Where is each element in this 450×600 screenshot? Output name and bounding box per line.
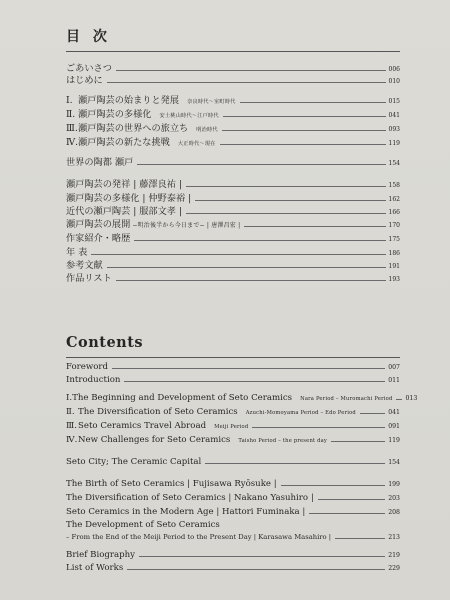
entry-title: The Diversification of Seto Ceramics <box>78 407 238 417</box>
leader-line <box>252 426 385 428</box>
entry-title: 瀬戸陶芸の世界への旅立ち <box>78 123 189 134</box>
jp-toc-entry <box>66 216 400 228</box>
page-number: 007 <box>388 364 400 371</box>
en-toc-entry <box>66 362 400 374</box>
en-toc-entry <box>66 533 400 545</box>
page-number: 010 <box>388 78 400 85</box>
page-number: 013 <box>405 395 418 402</box>
leader-line <box>124 380 385 382</box>
jp-toc-entry <box>66 203 400 215</box>
page-number: 208 <box>388 509 400 516</box>
leader-line <box>331 440 385 442</box>
entry-title: 瀬戸陶芸の展開 <box>66 219 131 230</box>
entry-title: The Diversification of Seto Ceramics | Nakano Yasuhiro | <box>66 493 314 503</box>
jp-toc-entry <box>66 106 400 118</box>
jp-toc-entry <box>66 230 400 242</box>
entry-period: 明治時代 <box>196 127 218 133</box>
entry-title: Seto Ceramics Travel Abroad <box>78 421 207 431</box>
page-number: 119 <box>388 437 400 444</box>
jp-heading-rule <box>66 51 400 52</box>
en-toc-entry <box>66 435 400 447</box>
leader-line <box>107 81 386 83</box>
leader-line <box>91 253 385 255</box>
leader-line <box>139 555 385 557</box>
page-number: 213 <box>388 534 400 541</box>
en-toc-entry <box>66 507 400 519</box>
entry-title: 年 表 <box>66 247 88 258</box>
entry-title: はじめに <box>66 75 103 86</box>
jp-toc-entry <box>66 257 400 269</box>
page-number: 199 <box>388 481 400 488</box>
page-number: 011 <box>388 377 400 384</box>
en-toc-entry <box>66 520 400 532</box>
page-number: 093 <box>388 126 400 133</box>
leader-line <box>318 498 385 500</box>
page-number: 186 <box>388 250 400 257</box>
chapter-number: Ⅳ. <box>66 435 78 445</box>
entry-title: – From the End of the Meiji Period to the Present Day | Karasawa Masahiro | <box>66 533 332 541</box>
entry-title: Introduction <box>66 375 121 385</box>
jp-toc-entry <box>66 244 400 256</box>
en-toc-entry <box>66 563 400 575</box>
page-number: 175 <box>388 236 400 243</box>
en-toc-entry <box>66 493 400 505</box>
entry-title: 瀬戸陶芸の新たな挑戦 <box>78 137 170 148</box>
entry-title: 近代の瀬戸陶芸 | 服部文孝 | <box>66 206 183 217</box>
page-number: 015 <box>388 98 400 105</box>
jp-toc-entry <box>66 176 400 188</box>
entry-title: 世界の陶都 瀬戸 <box>66 157 134 168</box>
leader-line <box>107 266 386 268</box>
chapter-number: Ⅰ. <box>66 95 73 106</box>
chapter-number: Ⅲ. <box>66 123 78 134</box>
page-number: 119 <box>388 140 400 147</box>
jp-toc-entry <box>66 60 400 72</box>
jp-toc-entry <box>66 134 400 146</box>
leader-line <box>186 185 386 187</box>
leader-line <box>223 115 386 117</box>
leader-line <box>205 462 385 464</box>
leader-line <box>222 129 386 131</box>
leader-line <box>137 163 385 165</box>
entry-period: Taisho Period – the present day <box>238 438 328 444</box>
page-number: 158 <box>388 182 400 189</box>
leader-line <box>220 143 386 145</box>
jp-toc-heading: 目 次 <box>66 29 111 45</box>
entry-title: 作品リスト <box>66 273 112 284</box>
page-number: 154 <box>388 459 400 466</box>
chapter-number: Ⅳ. <box>66 137 79 148</box>
en-toc-entry <box>66 421 400 433</box>
entry-title: Brief Biography <box>66 550 136 560</box>
leader-line <box>335 537 385 539</box>
en-toc-entry <box>66 479 400 491</box>
en-toc-entry <box>66 457 400 469</box>
entry-period: 安土桃山時代〜江戸時代 <box>159 113 219 119</box>
page-number: 193 <box>388 276 400 283</box>
en-toc-entry <box>66 407 400 419</box>
entry-title: ごあいさつ <box>66 63 112 74</box>
en-toc-entry <box>66 375 400 387</box>
leader-line <box>360 412 385 414</box>
en-heading-rule <box>66 357 400 358</box>
leader-line <box>195 199 385 201</box>
entry-period: −明治後半から今日まで− | 唐澤昌宏 | <box>132 222 241 229</box>
page-number: 170 <box>388 222 400 229</box>
entry-title: Foreword <box>66 362 108 372</box>
jp-toc-entry <box>66 120 400 132</box>
entry-title: 瀬戸陶芸の発祥 | 藤澤良祐 | <box>66 179 183 190</box>
leader-line <box>116 69 386 71</box>
jp-toc-entry <box>66 72 400 84</box>
chapter-number: Ⅲ. <box>66 421 78 431</box>
entry-period: Azuchi-Momoyama Period – Edo Period <box>245 410 356 416</box>
jp-toc-entry <box>66 190 400 202</box>
entry-title: The Beginning and Development of Seto Ceramics <box>72 393 293 403</box>
chapter-number: Ⅰ. <box>66 393 73 403</box>
entry-title: 瀬戸陶芸の多様化 | 仲野泰裕 | <box>66 193 192 204</box>
entry-period: 大正時代〜現在 <box>177 141 216 147</box>
leader-line <box>396 398 402 400</box>
jp-toc-entry <box>66 92 400 104</box>
leader-line <box>112 367 385 369</box>
entry-title: 参考文献 <box>66 260 103 271</box>
entry-title: The Development of Seto Ceramics <box>66 520 220 530</box>
entry-period: Nara Period – Muromachi Period <box>300 396 393 402</box>
page-number: 203 <box>388 495 400 502</box>
entry-title: 作家紹介・略歴 <box>66 233 131 244</box>
leader-line <box>186 212 386 214</box>
chapter-number: Ⅱ. <box>66 109 76 120</box>
en-toc-heading: Contents <box>66 334 144 351</box>
page-number: 091 <box>388 423 400 430</box>
chapter-number: Ⅱ. <box>66 407 75 417</box>
entry-title: 瀬戸陶芸の始まりと発展 <box>78 95 180 106</box>
leader-line <box>309 512 385 514</box>
leader-line <box>127 568 385 570</box>
entry-period: 奈良時代〜室町時代 <box>187 99 236 105</box>
page-number: 041 <box>388 112 400 119</box>
leader-line <box>240 101 386 103</box>
entry-title: The Birth of Seto Ceramics | Fujisawa Ryōsuke | <box>66 479 277 489</box>
leader-line <box>134 239 385 241</box>
leader-line <box>116 279 386 281</box>
page-number: 162 <box>388 196 400 203</box>
en-toc-entry <box>66 550 400 562</box>
entry-period: Meiji Period <box>214 424 249 430</box>
jp-toc-entry <box>66 154 400 166</box>
page-number: 229 <box>388 565 400 572</box>
page-number: 191 <box>388 263 400 270</box>
leader-line <box>281 484 386 486</box>
page-number: 006 <box>388 66 400 73</box>
leader-line <box>244 225 385 227</box>
jp-toc-entry <box>66 270 400 282</box>
page-number: 154 <box>388 160 400 167</box>
entry-title: Seto City; The Ceramic Capital <box>66 457 202 467</box>
entry-title: 瀬戸陶芸の多様化 <box>78 109 152 120</box>
page-number: 041 <box>388 409 400 416</box>
page-number: 219 <box>388 552 400 559</box>
entry-title: Seto Ceramics in the Modern Age | Hattori Fuminaka | <box>66 507 306 517</box>
page-number: 166 <box>388 209 400 216</box>
en-toc-entry <box>66 393 418 405</box>
entry-title: List of Works <box>66 563 124 573</box>
entry-title: New Challenges for Seto Ceramics <box>78 435 231 445</box>
